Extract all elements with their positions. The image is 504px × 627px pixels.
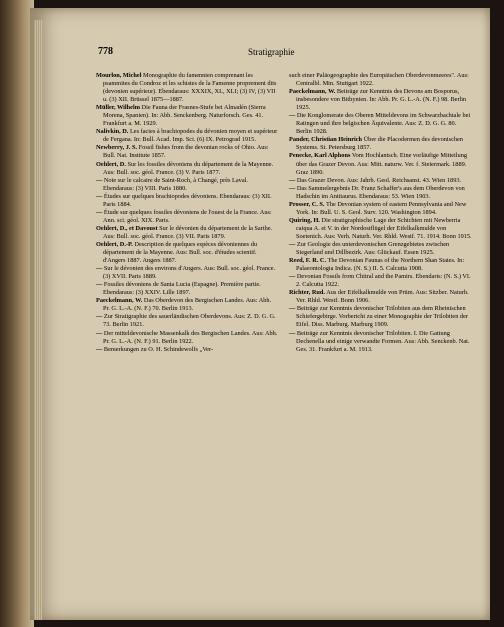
page-edges xyxy=(34,20,42,620)
bibliography-entry xyxy=(96,224,279,241)
bibliography-entry xyxy=(289,176,472,185)
bibliography-entry xyxy=(96,240,279,265)
entry-author: Paeckelmann, W. xyxy=(96,297,143,305)
entry-author: Mourlon, Michel xyxy=(96,72,142,79)
bibliography-entry xyxy=(289,136,472,152)
entry-text: Les facies à brachiopodes du dévonien moyen et supérieur de Fergana. In: Bull. Acad. Imp. Sci. (6) IX. Petrograd 1915. xyxy=(103,128,278,144)
entry-author: — xyxy=(96,345,103,353)
bibliography-entry xyxy=(96,128,279,144)
bibliography-entry xyxy=(96,313,279,329)
entry-author: Prosser, C. S. xyxy=(289,200,325,208)
entry-text: Das Sammelergebnis Dr. Franz Schaffer's aus dem Oberdevon von Hadschin im Antitaurus. Ebendaraus: 53. Wien 1903. xyxy=(295,184,465,200)
bibliography-entry xyxy=(289,152,472,176)
entry-text: Études sur quelques brachiopodes dévoniens. Ebendaraus: (3) XII. Paris 1884. xyxy=(102,192,272,208)
bibliography-entry xyxy=(96,329,279,346)
entry-text: Bemerkungen zu O. H. Schindewolfs „Ver- xyxy=(102,345,214,353)
bibliography-entry xyxy=(289,289,472,305)
entry-author: Richter, Rud. xyxy=(289,289,325,297)
entry-text: The Devonian system of eastern Pennsylvania and New York. In: Bull. U. S. Geol. Surv. 120. Washington 1894. xyxy=(296,200,467,216)
entry-author: — xyxy=(289,240,296,248)
entry-author: — xyxy=(289,273,296,281)
bibliography-entry xyxy=(96,144,279,160)
entry-text: Zur Geologie des unterdevonischen Grenzgebietes zwischen Siegerland und Dillbezirk. Aus: Glückauf. Essen 1925. xyxy=(295,240,450,257)
entry-text: such einer Paläogeographie des Europäischen Oberdevonmeeres". Aus: Centralbl. Min. Stuttgart 1922. xyxy=(289,72,469,88)
entry-text: Die Konglomerate des Oberen Mitteldevons im Schwarzbachtale bei Ratingen und ihre belgischen Äquivalente. Aus: Z. D. G. G. 80. Berlin 1928. xyxy=(295,112,471,136)
running-head: Stratigraphie xyxy=(248,47,295,57)
bibliography-entry xyxy=(289,216,472,241)
bibliography-entry xyxy=(96,297,279,313)
page-number: 778 xyxy=(98,46,113,57)
bibliography-entry xyxy=(289,240,472,257)
bibliography-entry xyxy=(96,104,279,128)
entry-text: Note sur le calcaire de Saint-Roch, à Changé, près Laval. Ebendaraus: (3) VIII. Paris 1880. xyxy=(102,176,248,192)
entry-text: Devonian Fossils from Chitral and the Pamirs. Ebendaris: (N. S.) VI. 2. Calcutta 1922. xyxy=(295,273,471,289)
entry-text: Über die Placodermen des devonischen Systems. St. Petersburg 1857. xyxy=(296,136,463,152)
entry-text: Der mitteldevonische Massenkalk des Bergischen Landes. Aus: Abh. Pr. G. L.-A. (N. F.) 91. Berlin 1922. xyxy=(102,329,278,345)
entry-text: Die stratigraphische Lage der Schichten mit Newberria caiqua A. et V. in der Nordostflügel der Eifelkalkmulde von Soetenich. Aus: Verh. Naturh. Ver. Rhld. Westf. 71. 1914. Bonn 1915. xyxy=(296,216,472,240)
bibliography-entry xyxy=(289,329,472,354)
entry-text: Vom Hochlantsch. Eine vorläufige Mitteilung über das Grazer Devon. Aus: Mitt. naturw. Ver. f. Steiermark. 1889. Graz 1890. xyxy=(296,152,467,176)
entry-text: Das Grazer Devon. Aus: Jahrb. Geol. Reichsanst. 43. Wien 1893. xyxy=(295,176,462,184)
entry-author: Nalivkin, D. xyxy=(96,128,129,136)
entry-text: Aus der Eifelkalkmulde von Prüm. Aus: Sitzber. Naturh. Ver. Rhld. Westf. Bonn 1906. xyxy=(296,289,469,305)
entry-text: Die Fauna der Frasnes-Stufe bei Almadén (Sierra Morena, Spanien). In: Abh. Senckenberg. Naturforsch. Ges. 41. Frankfurt a. M. 1929. xyxy=(103,104,266,128)
entry-text: Description de quelques espèces dévoniennes du département de la Mayenne. Aus: Bull. soc. d'études scientif. d'Angers 1887. Angers 1887. xyxy=(103,240,257,265)
bibliography-entry xyxy=(289,112,472,136)
entry-text: Fossiles dévoniens de Santa Lucia (Espagne). Première partie. Ebendaraus: (3) XXIV. Lille 1897. xyxy=(102,281,261,297)
left-column xyxy=(96,72,279,354)
bibliography-entry xyxy=(289,88,472,112)
entry-author: Oehlert, D.-P. xyxy=(96,240,133,248)
page-header xyxy=(98,46,478,60)
entry-author: Müller, Wilhelm xyxy=(96,104,140,112)
entry-author: Penecke, Karl Alphons xyxy=(289,152,351,160)
entry-author: — xyxy=(96,313,103,321)
entry-author: — xyxy=(96,192,103,200)
entry-text: Sur les fossiles dévoniens du département de la Mayenne. Aus: Bull. soc. géol. France. (3) V. Paris 1877. xyxy=(103,160,274,176)
bibliography-entry xyxy=(289,257,472,273)
entry-text: Beiträge zur Kenntnis devonischer Trilobiten. I. Die Gattung Dechenella und einige verwandte Formen. Aus: Abh. Senckenb. Nat. Ges. 31. Frankfurt a. M. 1913. xyxy=(295,329,470,353)
entry-text: Beiträge zur Kenntnis des Devons am Bosporus, insbesondere von Bithynien. In: Abh. Pr. G. L.-A. (N. F.) 98. Berlin 1925. xyxy=(296,88,467,112)
entry-text: Beiträge zur Kenntnis devonischer Trilobiten aus dem Rheinischen Schiefergebirge. Vorbericht zu einer Monographie der Trilobiten der Eifel. Diss. Marburg. Marburg 1909. xyxy=(295,305,468,329)
entry-author: — xyxy=(96,208,103,216)
entry-author: — xyxy=(289,305,296,313)
bibliography-entry xyxy=(289,305,472,329)
entry-text: The Devonian Faunas of the Northern Shan States. In: Palaeontologia Indica. (N. S.) II. 5. Calcutta 1908. xyxy=(296,257,465,273)
entry-author: Newberry, J. S. xyxy=(96,144,138,152)
bibliography-entry xyxy=(96,208,279,225)
bibliography-entry xyxy=(96,265,279,281)
entry-text: Fossil fishes from the devonian rocks of Ohio. Aus: Bull. Nat. Institute 1857. xyxy=(103,144,269,160)
entry-author: — xyxy=(96,329,103,337)
entry-author: — xyxy=(289,112,296,120)
bibliography-entry xyxy=(96,345,279,354)
book-spine xyxy=(0,0,34,627)
bibliography-entry xyxy=(96,72,279,104)
entry-text: Monographie du famennien comprenant les psammites du Condroz et les schistes de la Famenne proprement dits (devonien supérieur). Ebendaraus: XXXIX, XL, XLI; (3) IV, (3) VII u. (3) XII. Brüssel 1875—1887. xyxy=(103,72,277,104)
entry-text: Zur Stratigraphie des sauerländischen Oberdevons. Aus: Z. D. G. G. 73. Berlin 1921. xyxy=(102,313,276,329)
bibliography-entry xyxy=(289,200,472,217)
entry-author: Oehlert, D., et Davoust xyxy=(96,224,158,232)
bibliography-entry xyxy=(289,273,472,289)
bibliography-entry xyxy=(96,192,279,209)
bibliography-entry xyxy=(289,72,472,88)
entry-author: — xyxy=(96,281,103,289)
entry-author: Pander, Christian Heinrich xyxy=(289,136,363,144)
entry-author: — xyxy=(289,176,296,184)
bibliography-entry xyxy=(96,176,279,193)
entry-text: Étude sur quelques fossiles dévoniens de l'ouest de la France. Aus: Ann. sci. géol. XIX. Paris. xyxy=(102,208,272,224)
bibliography-entry xyxy=(96,160,279,177)
bibliography-entry xyxy=(289,184,472,201)
entry-text: Sur le dévonien du département de la Sarthe. Aus: Bull. soc. géol. France. (3) VII. Paris 1879. xyxy=(103,224,273,240)
entry-author: — xyxy=(96,176,103,184)
entry-text: Sur le dévonien des environs d'Angers. Aus: Bull. soc. géol. France. (3) XVII. Paris 1889. xyxy=(102,265,276,281)
entry-text: Das Oberdevon des Bergischen Landes. Aus: Abh. Pr. G. L.-A. (N. F.) 70. Berlin 1913. xyxy=(103,297,272,313)
bibliography-entry xyxy=(96,281,279,297)
right-column xyxy=(289,72,472,354)
entry-author: Quiring, H. xyxy=(289,216,320,224)
entry-author: Paeckelmann, W. xyxy=(289,88,336,96)
entry-author: — xyxy=(289,184,296,192)
entry-author: — xyxy=(289,329,296,337)
entry-author: Reed, F. R. C. xyxy=(289,257,327,265)
entry-author: Oehlert, D. xyxy=(96,160,126,168)
entry-author: — xyxy=(96,265,103,273)
